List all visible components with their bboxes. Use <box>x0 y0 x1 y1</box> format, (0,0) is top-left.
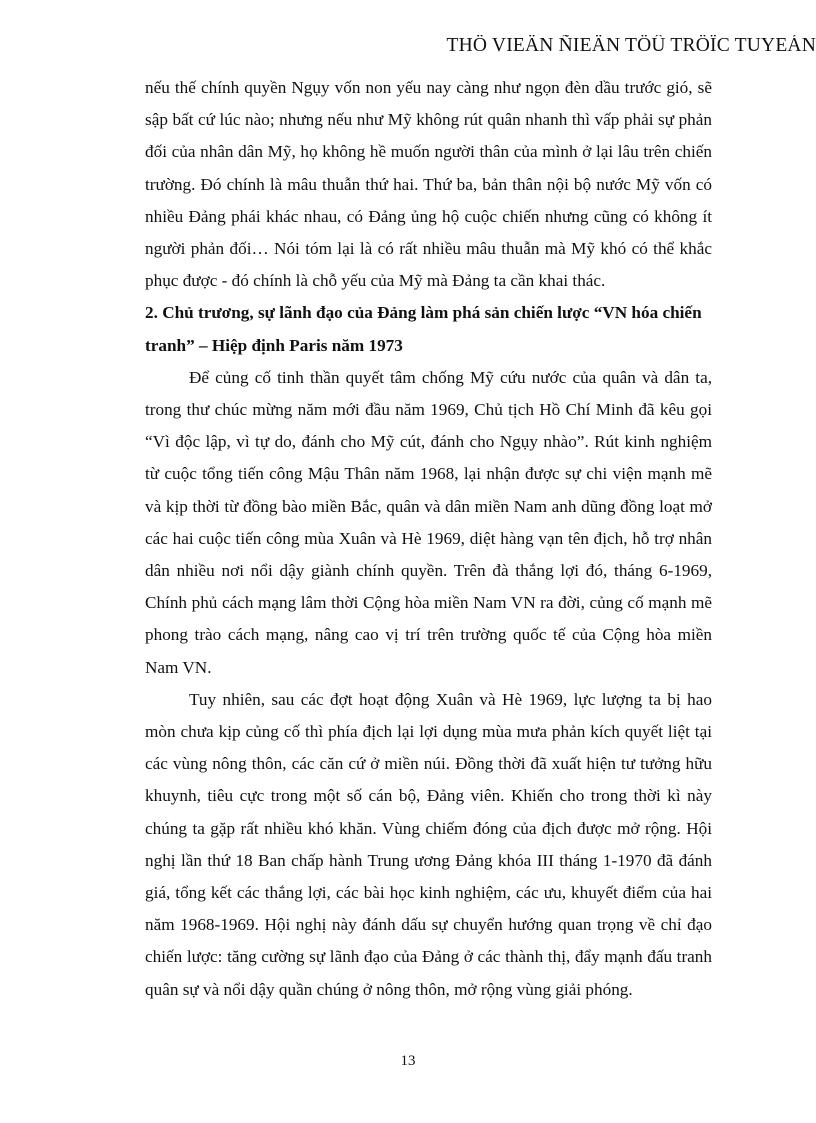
section-heading: 2. Chủ trương, sự lãnh đạo của Đảng làm phá sản chiến lược “VN hóa chiến tranh” – Hiệp định Paris năm 1973 <box>145 303 702 355</box>
document-body <box>145 72 712 1006</box>
paragraph-2: Để củng cố tinh thần quyết tâm chống Mỹ cứu nước của quân và dân ta, trong thư chúc mừng năm mới đầu năm 1969, Chủ tịch Hồ Chí Minh đã kêu gọi “Vì độc lập, vì tự do, đánh cho Mỹ cút, đánh cho Ngụy nhào”. Rút kinh nghiệm từ cuộc tổng tiến công Mậu Thân năm 1968, lại nhận được sự chi viện mạnh mẽ và kịp thời từ đồng bào miền Bắc, quân và dân miền Nam anh dũng đồng loạt mở các hai cuộc tiến công mùa Xuân và Hè 1969, diệt hàng vạn tên địch, hỗ trợ nhân dân nhiều nơi nổi dậy giành chính quyền. Trên đà thắng lợi đó, tháng 6-1969, Chính phủ cách mạng lâm thời Cộng hòa miền Nam VN ra đời, củng cố mạnh mẽ phong trào cách mạng, nâng cao vị trí trên trường quốc tế của Cộng hòa miền Nam VN. <box>145 367 712 677</box>
paragraph-3: Tuy nhiên, sau các đợt hoạt động Xuân và Hè 1969, lực lượng ta bị hao mòn chưa kịp củng cố thì phía địch lại lợi dụng mùa mưa phản kích quyết liệt tại các vùng nông thôn, các căn cứ ở miền núi. Đồng thời đã xuất hiện tư tưởng hữu khuynh, tiêu cực trong một số cán bộ, Đảng viên. Khiến cho trong thời kì này chúng ta gặp rất nhiều khó khăn. Vùng chiếm đóng của địch được mở rộng. Hội nghị lần thứ 18 Ban chấp hành Trung ương Đảng khóa III tháng 1-1970 đã đánh giá, tổng kết các thắng lợi, các bài học kinh nghiệm, các ưu, khuyết điểm của hai năm 1968-1969. Hội nghị này đánh dấu sự chuyển hướng quan trọng về chỉ đạo chiến lược: tăng cường sự lãnh đạo của Đảng ở các thành thị, đẩy mạnh đấu tranh quân sự và nổi dậy quần chúng ở nông thôn, mở rộng vùng giải phóng. <box>145 689 712 999</box>
page-header: THÖ VIEÄN ÑIEÄN TÖÛ TRÖÏC TUYEÁN <box>446 35 816 56</box>
page-number: 13 <box>400 1053 416 1069</box>
paragraph-continuation: nếu thế chính quyền Ngụy vốn non yếu nay càng như ngọn đèn dầu trước gió, sẽ sập bất cứ lúc nào; nhưng nếu như Mỹ không rút quân nhanh thì vấp phải sự phản đối của nhân dân Mỹ, họ không hề muốn người thân của mình ở lại lâu trên chiến trường. Đó chính là mâu thuẫn thứ hai. Thứ ba, bản thân nội bộ nước Mỹ vốn có nhiều Đảng phái khác nhau, có Đảng ủng hộ cuộc chiến nhưng cũng có không ít người phản đối… Nói tóm lại là có rất nhiều mâu thuẫn mà Mỹ khó có thể khắc phục được - đó chính là chỗ yếu của Mỹ mà Đảng ta cần khai thác. <box>145 78 712 291</box>
